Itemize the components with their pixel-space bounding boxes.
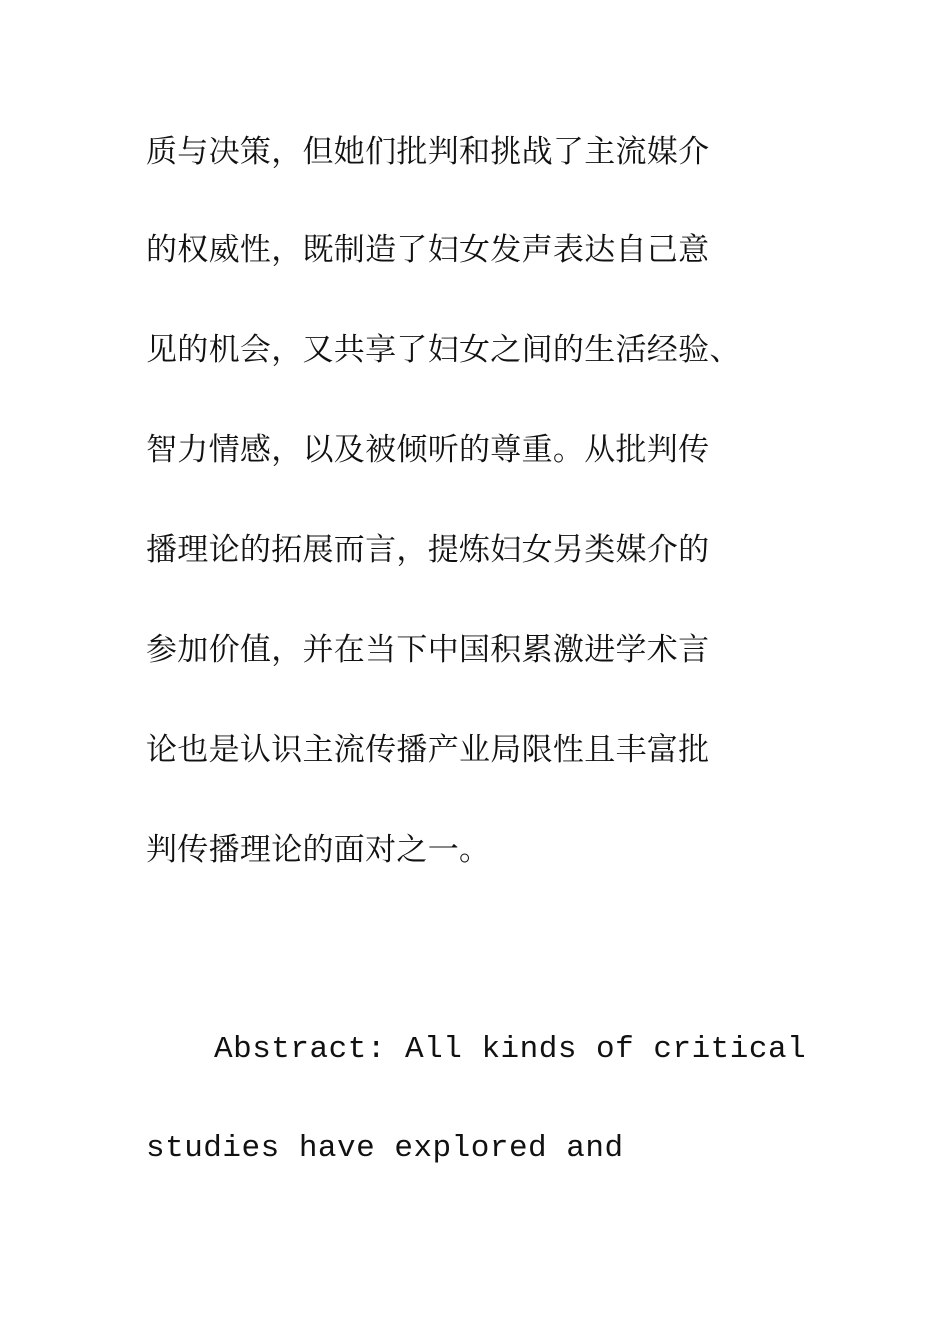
body-text-line-6: 参加价值，并在当下中国积累激进学术言 bbox=[146, 632, 710, 668]
body-text-line-7: 论也是认识主流传播产业局限性且丰富批 bbox=[146, 732, 710, 768]
body-text-line-2: 的权威性，既制造了妇女发声表达自己意 bbox=[146, 232, 710, 268]
body-text-line-1: 质与决策，但她们批判和挑战了主流媒介 bbox=[146, 134, 710, 170]
body-text-line-8: 判传播理论的面对之一。 bbox=[146, 832, 491, 868]
abstract-line-1: Abstract: All kinds of critical bbox=[214, 1032, 807, 1067]
body-text-line-4: 智力情感，以及被倾听的尊重。从批判传 bbox=[146, 432, 710, 468]
abstract-line-2: studies have explored and bbox=[146, 1131, 624, 1166]
body-text-line-3: 见的机会，又共享了妇女之间的生活经验、 bbox=[146, 332, 741, 368]
body-text-line-5: 播理论的拓展而言，提炼妇女另类媒介的 bbox=[146, 532, 710, 568]
